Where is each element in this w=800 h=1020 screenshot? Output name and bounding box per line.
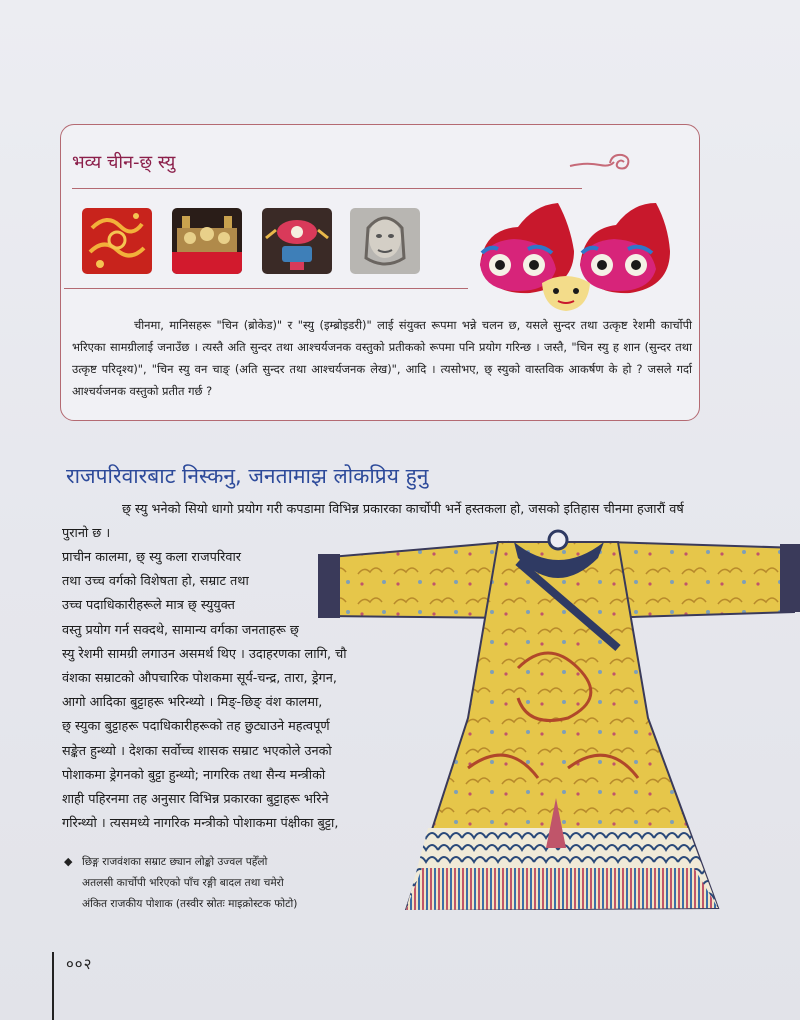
embroidered-panel-thumb <box>172 208 242 274</box>
box-title: भव्य चीन-छ् स्यु <box>72 152 176 173</box>
history-paragraph <box>62 546 347 836</box>
history-line: आगो आदिका बुट्टाहरू भरिन्थ्यो । मिङ्-छिङ् वंश कालमा, <box>62 695 323 711</box>
history-line: तथा उच्च वर्गको विशेषता हो, सम्राट तथा <box>62 574 249 590</box>
page-margin-line <box>52 952 54 1020</box>
history-line: वस्तु प्रयोग गर्न सक्दथे, सामान्य वर्गका जनताहरू छ् <box>62 622 299 638</box>
history-line: सङ्केत हुन्थ्यो । देशका सर्वोच्च शासक सम्राट भएकोले उनको <box>62 743 332 759</box>
portrait-embroidery-thumb <box>350 208 420 274</box>
history-line: प्राचीन कालमा, छ् स्यु कला राजपरिवार <box>62 550 242 565</box>
history-line: वंशका सम्राटको औपचारिक पोशकमा सूर्य-चन्द्र, तारा, ड्रेगन, <box>62 671 337 687</box>
history-line: स्यु रेशमी सामग्री लगाउन असमर्थ थिए । उदाहरणका लागि, चौ <box>62 646 347 662</box>
diamond-bullet-icon: ◆ <box>64 855 73 868</box>
robe-caption <box>82 852 297 915</box>
history-line: गरिन्थ्यो । त्यसमध्ये नागरिक मन्त्रीको पोशाकमा पंक्षीका बुट्टा, <box>62 816 339 832</box>
tiger-shoes-image <box>470 195 680 315</box>
caption-line: अतलसी कार्चोपी भरिएको पाँच रङ्गी बादल तथा चमेरो <box>82 877 284 889</box>
imperial-robe-image <box>318 528 800 910</box>
intro-body-paragraph: छ् स्यु भनेको सियो धागो प्रयोग गरी कपडामा विभिन्न प्रकारका कार्चोपी भर्ने हस्तकला हो, जसको इतिहास चीनमा हजारौं वर्ष पुरानो छ । <box>62 502 684 541</box>
page-number: ००२ <box>66 955 93 973</box>
intro-paragraph: चीनमा, मानिसहरू "चिन (ब्रोकेड)" र "स्यु (इम्ब्रोइडरी)" लाई संयुक्त रूपमा भन्ने चलन छ, यसले सुन्दर तथा उत्कृष्ट रेशमी कार्चोपी भरिएका सामग्रीलाई जनाउँछ । त्यस्तै अति सुन्दर तथा आश्चर्यजनक वस्तुको प्रतीकको रूपमा पनि प्रयोग गरिन्छ । जस्तै, "चिन स्यु ह शान (सुन्दर तथा उत्कृष्ट परिदृश्य)", "चिन स्यु वन चाङ् (अति सुन्दर तथा आश्चर्यजनक लेख)", आदि । त्यसोभए, छ् स्युको वास्तविक आकर्षण के हो ? जसले गर्दा आश्चर्यजनक वस्तुको प्रतीत गर्छ ? <box>72 318 692 398</box>
box-title-divider <box>72 188 582 189</box>
dragon-brocade-thumb <box>82 208 152 274</box>
embroidered-ornament-thumb <box>262 208 332 274</box>
section-title: राजपरिवारबाट निस्कनु, जनतामाझ लोकप्रिय हुनु <box>66 464 429 488</box>
history-line: शाही पहिरनमा तह अनुसार विभिन्न प्रकारका बुट्टाहरू भरिने <box>62 792 329 808</box>
caption-line: अंकित राजकीय पोशाक (तस्वीर स्रोतः माइक्रोस्टक फोटो) <box>82 898 298 910</box>
history-line: उच्च पदाधिकारीहरूले मात्र छ् स्युयुक्त <box>62 598 235 614</box>
box-image-divider <box>64 288 468 289</box>
history-line: पोशाकमा ड्रेगनको बुट्टा हुन्थ्यो; नागरिक तथा सैन्य मन्त्रीको <box>62 767 326 783</box>
history-line: छ् स्युका बुट्टाहरू पदाधिकारीहरूको तह छुट्याउने महत्वपूर्ण <box>62 719 330 735</box>
caption-line: छिङ्ग राजवंशका सम्राट छ्यान लोङ्को उज्वल पहेँलो <box>82 856 268 868</box>
cloud-swirl-icon <box>566 148 636 178</box>
